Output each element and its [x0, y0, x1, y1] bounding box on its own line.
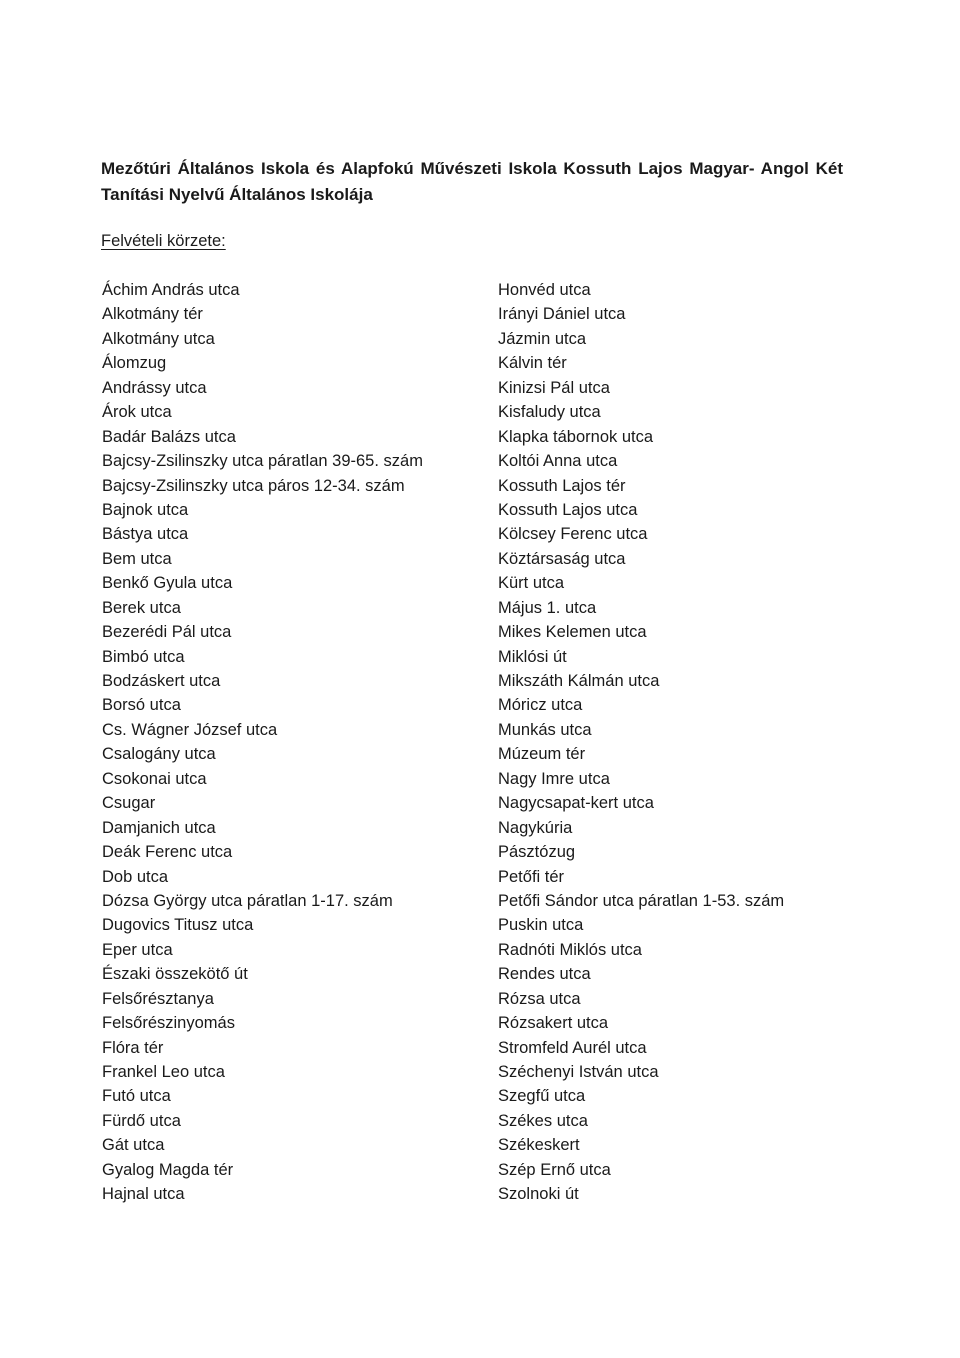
- street-name: Nagykúria: [498, 818, 573, 837]
- street-name: Kürt utca: [498, 574, 565, 593]
- section-label: Felvételi körzete:: [101, 232, 226, 250]
- street-name: Frankel Leo utca: [102, 1063, 225, 1081]
- street-name: Kölcsey Ferenc utca: [498, 525, 648, 544]
- street-name: Árok utca: [102, 403, 172, 422]
- street-name: Dob utca: [102, 867, 169, 886]
- street-name: Eper utca: [102, 940, 173, 959]
- street-name: Kossuth Lajos utca: [498, 500, 638, 519]
- street-name: Gyalog Magda tér: [102, 1160, 234, 1179]
- street-name: Szegfű utca: [498, 1087, 586, 1106]
- street-name: Mikszáth Kálmán utca: [498, 672, 660, 690]
- street-name: Szolnoki út: [498, 1185, 579, 1204]
- street-name: Borsó utca: [102, 696, 181, 715]
- street-name: Székeskert: [498, 1136, 580, 1155]
- street-name: Stromfeld Aurél utca: [498, 1038, 647, 1057]
- street-name: Csokonai utca: [102, 769, 207, 788]
- street-list-left: [102, 278, 423, 1207]
- street-name: Radnóti Miklós utca: [498, 940, 642, 959]
- street-name: Kinizsi Pál utca: [498, 378, 610, 397]
- street-name: Bezerédi Pál utca: [102, 623, 232, 642]
- street-name: Csugar: [102, 794, 156, 813]
- street-name: Rendes utca: [498, 965, 591, 984]
- street-name: Bástya utca: [102, 525, 189, 544]
- street-name: Honvéd utca: [498, 281, 591, 299]
- street-name: Álomzug: [102, 354, 167, 373]
- street-name: Rózsa utca: [498, 989, 581, 1008]
- street-name: Széchenyi István utca: [498, 1063, 659, 1081]
- street-name: Flóra tér: [102, 1038, 164, 1057]
- street-name: Hajnal utca: [102, 1185, 185, 1204]
- street-name: Petőfi tér: [498, 867, 565, 886]
- document-title: Mezőtúri Általános Iskola és Alapfokú Művészeti Iskola Kossuth Lajos Magyar- Angol Két Tanítási Nyelvű Általános Iskolája: [101, 159, 843, 204]
- street-name: Bajnok utca: [102, 500, 189, 519]
- street-name: Damjanich utca: [102, 818, 216, 837]
- street-name: Szép Ernő utca: [498, 1160, 611, 1179]
- street-name: Móricz utca: [498, 696, 583, 715]
- street-name: Kisfaludy utca: [498, 403, 601, 422]
- street-name: Puskin utca: [498, 916, 584, 935]
- street-name: Petőfi Sándor utca páratlan 1-53. szám: [498, 891, 785, 910]
- street-name: Múzeum tér: [498, 745, 586, 764]
- street-name: Fürdő utca: [102, 1111, 181, 1130]
- street-name: Koltói Anna utca: [498, 452, 618, 471]
- street-name: Berek utca: [102, 598, 181, 617]
- street-name: Rózsakert utca: [498, 1014, 609, 1033]
- street-name: Mikes Kelemen utca: [498, 623, 647, 642]
- street-name: Jázmin utca: [498, 329, 587, 348]
- street-name: Alkotmány utca: [102, 329, 215, 348]
- street-name: Május 1. utca: [498, 598, 597, 617]
- street-name: Bem utca: [102, 549, 172, 568]
- street-name: Nagycsapat-kert utca: [498, 794, 654, 813]
- street-name: Északi összekötő út: [102, 965, 248, 984]
- street-list-right: [498, 278, 784, 1207]
- street-name: Futó utca: [102, 1087, 171, 1106]
- street-name: Gát utca: [102, 1136, 165, 1155]
- street-name: Felsőrészinyomás: [102, 1014, 235, 1033]
- street-name: Nagy Imre utca: [498, 769, 610, 788]
- street-name: Klapka tábornok utca: [498, 427, 654, 446]
- street-name: Dózsa György utca páratlan 1-17. szám: [102, 891, 393, 910]
- street-name: Irányi Dániel utca: [498, 305, 626, 324]
- street-name: Kálvin tér: [498, 354, 567, 373]
- street-name: Dugovics Titusz utca: [102, 916, 254, 935]
- street-name: Csalogány utca: [102, 745, 216, 764]
- street-name: Bimbó utca: [102, 647, 185, 666]
- street-name: Andrássy utca: [102, 378, 207, 397]
- street-name: Székes utca: [498, 1111, 588, 1130]
- street-name: Benkő Gyula utca: [102, 574, 233, 593]
- street-name: Bodzáskert utca: [102, 672, 221, 690]
- street-name: Kossuth Lajos tér: [498, 476, 626, 495]
- street-name: Cs. Wágner József utca: [102, 720, 278, 739]
- street-name: Bajcsy-Zsilinszky utca páratlan 39-65. szám: [102, 452, 423, 471]
- street-name: Miklósi út: [498, 647, 567, 666]
- street-name: Deák Ferenc utca: [102, 843, 233, 862]
- street-name: Köztársaság utca: [498, 549, 626, 568]
- street-name: Munkás utca: [498, 720, 592, 739]
- street-name: Alkotmány tér: [102, 305, 203, 324]
- street-name: Bajcsy-Zsilinszky utca páros 12-34. szám: [102, 476, 405, 495]
- street-name: Áchim András utca: [102, 281, 240, 299]
- street-name: Pásztózug: [498, 843, 576, 862]
- street-name: Badár Balázs utca: [102, 427, 236, 446]
- street-name: Felsőrésztanya: [102, 989, 214, 1008]
